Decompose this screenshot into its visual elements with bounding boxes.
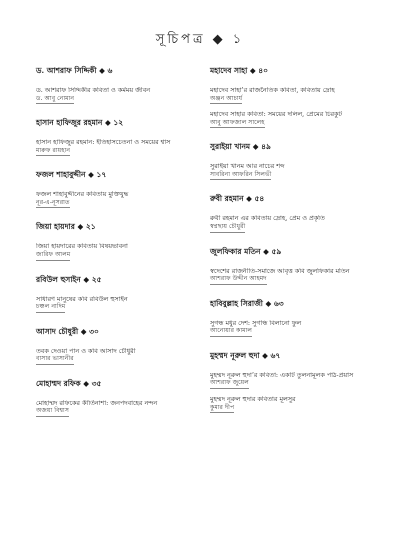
article-title: মুহম্মদ নূরুল হুদা’র কবিতা: একটি তুলনামূলক পাঠ-প্রয়াস — [210, 371, 354, 379]
article-title: মহাদেব সাহার কবিতা: সময়ের দলিল, প্রেমের চিরকুট — [210, 111, 342, 119]
poet-heading: হাসান হাফিজুর রহমান ◆ ১২ — [36, 118, 124, 128]
article — [36, 400, 204, 417]
article-title: সুরাইয়া খানম আর নাচের শব্দ — [210, 163, 285, 171]
article-title: ফজল শাহাবুদ্দীনের কবিতায় মুক্তিযুদ্ধ — [36, 191, 129, 199]
toc-left-column — [36, 66, 204, 431]
toc-entry — [36, 66, 204, 104]
article-author: জারিফ আলম — [36, 251, 70, 260]
article — [36, 296, 204, 313]
article-title: মুহম্মদ নূরুল হুদার কবিতার মূলসুর — [210, 395, 296, 403]
article-title: সুগন্ধ মধুর দেশ: সুগন্ধি বিলানো ফুল — [210, 319, 302, 327]
article — [210, 320, 378, 337]
toc-entry — [36, 327, 204, 365]
toc-entry — [36, 222, 204, 260]
article-author: সাবরিনা আফরিন সিলভী — [210, 171, 271, 180]
toc-entry — [210, 194, 378, 232]
article-author: আশরাফ উদ্দীন আহমদ — [210, 275, 267, 284]
article — [210, 372, 378, 389]
article — [36, 191, 204, 208]
toc-entry — [36, 379, 204, 417]
article-title: জিয়া হায়দারের কবিতায় বিষয়ভাবনা — [36, 243, 128, 251]
toc-entry — [210, 66, 378, 128]
toc-entry — [210, 142, 378, 180]
toc-entry — [210, 351, 378, 413]
article — [210, 111, 378, 128]
article-title: ড. আশরাফ সিদ্দিকীর কবিতা ও কর্মময় জীবন — [36, 87, 151, 94]
article — [210, 396, 378, 413]
article — [36, 243, 204, 260]
article — [36, 87, 204, 104]
article — [210, 215, 378, 232]
poet-heading: জুলফিকার মতিন ◆ ৫৯ — [210, 246, 282, 256]
page-title: সূচিপত্র ◆ ১ — [155, 32, 245, 47]
poet-heading: রুবী রহমান ◆ ৫৪ — [210, 194, 265, 204]
article — [210, 87, 378, 104]
poet-heading: রবিউল হুসাইন ◆ ২৫ — [36, 274, 102, 284]
article-author: আশরাফ জুয়েল — [210, 379, 249, 388]
toc-entry — [36, 118, 204, 156]
article-author: মারুফ রায়হান — [36, 147, 70, 156]
article-title: মহাদেব সাহা’র রাজনৈতিক কবিতা, কবিতায় দ্রোহ — [210, 87, 335, 94]
poet-heading: হাবিবুল্লাহ সিরাজী ◆ ৬৩ — [210, 298, 284, 308]
poet-heading: জিয়া হায়দার ◆ ২১ — [36, 222, 96, 232]
article — [210, 163, 378, 180]
poet-heading: সুরাইয়া খানম ◆ ৪৯ — [210, 142, 271, 152]
toc-entry — [210, 247, 378, 285]
toc-entry — [36, 170, 204, 208]
article-title: হাসান হাফিজুর রহমান: ইতিহাসচেতনা ও সময়ের শ্বাস — [36, 139, 171, 147]
toc-entry — [210, 299, 378, 337]
poet-heading: মুহম্মদ নূরুল হুদা ◆ ৬৭ — [210, 350, 281, 360]
article-title: স্বদেশের রাজনীতি-সমাজে আবৃত্ত কবি জুলফিকার মতিন — [210, 267, 350, 275]
poet-heading: মোহাম্মদ রফিক ◆ ৩৫ — [36, 378, 102, 388]
poet-heading: আসাদ চৌধুরী ◆ ৩০ — [36, 326, 99, 336]
article — [210, 268, 378, 285]
toc-right-column — [210, 66, 378, 427]
poet-heading: মহাদেব সাহা ◆ ৪০ — [210, 66, 268, 75]
poet-heading: ফজল শাহাবুদ্দীন ◆ ১৭ — [36, 170, 107, 180]
article-title: মোহাম্মদ রফিকের কীর্তিনাশা: জনপদবাহের নন্দন — [36, 399, 158, 407]
article-author: চঞ্চল নাদিম — [36, 303, 65, 312]
article-author: আনোয়ার কামাল — [210, 327, 252, 336]
article-title: তবক দেওয়া পান ও কবি আসাদ চৌধুরী — [36, 347, 136, 355]
toc-entry — [36, 275, 204, 313]
article — [36, 348, 204, 365]
poet-heading: ড. আশরাফ সিদ্দিকী ◆ ৬ — [36, 66, 113, 75]
article-title: রুবী রহমান এর কবিতায় দ্রোহ, প্রেম ও প্রকৃতি — [210, 215, 325, 223]
article — [36, 139, 204, 156]
article-author: আবু আফজাল সালেহ — [210, 119, 265, 128]
article-author: অঞ্জন আচার্য — [210, 95, 242, 104]
article-author: ড. আবু নোমান — [36, 95, 74, 104]
article-author: নূর-এ-নূসরাত — [36, 199, 70, 208]
article-author: অজয়া বিশ্বাস — [36, 407, 69, 416]
article-author: স্বপ্নছায় চৌধুরী — [210, 223, 245, 232]
article-author: কুমার দীপ — [210, 404, 234, 413]
article-author: বাসার ভাসানীর — [36, 355, 74, 364]
article-title: সাধারণ মানুষের কবি রবিউল হুসাইন — [36, 295, 128, 303]
